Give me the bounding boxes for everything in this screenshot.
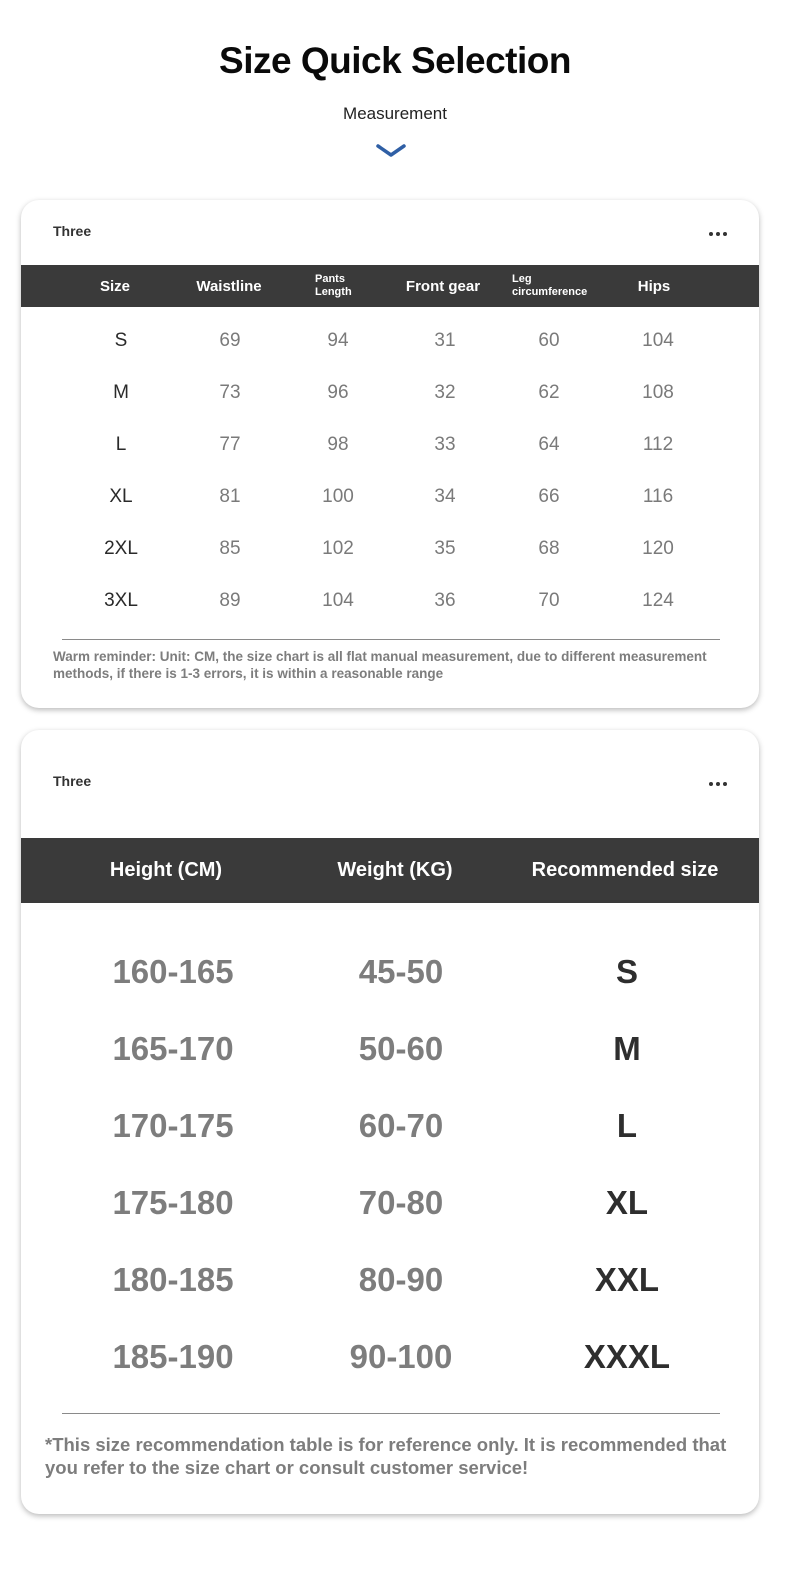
cell-pants-length: 98: [327, 434, 349, 455]
cell-size: XL: [109, 486, 133, 507]
cell-pants-length: 94: [327, 330, 349, 351]
cell-waistline: 69: [219, 330, 241, 351]
cell-leg-circumference: 60: [538, 330, 560, 351]
divider: [62, 1413, 720, 1414]
cell-hips: 120: [642, 538, 674, 559]
cell-height: 170-175: [112, 1107, 234, 1144]
cell-waistline: 73: [219, 382, 241, 403]
column-header-front-gear: Front gear: [405, 277, 481, 295]
cell-leg-circumference: 64: [538, 434, 560, 455]
size-chart-header: [21, 265, 759, 307]
cell-front-gear: 34: [434, 486, 456, 507]
recommendation-header: [21, 838, 759, 903]
page-title: Size Quick Selection: [219, 40, 571, 81]
cell-weight: 60-70: [358, 1107, 444, 1144]
cell-hips: 112: [642, 434, 674, 455]
card-label: Three: [53, 223, 92, 239]
column-header-pants-length: Pants Length: [315, 273, 352, 298]
cell-weight: 50-60: [358, 1030, 444, 1067]
cell-height: 175-180: [112, 1184, 234, 1221]
cell-leg-circumference: 62: [538, 382, 560, 403]
chevron-down-icon: [376, 143, 406, 159]
warm-reminder-note: Warm reminder: Unit: CM, the size chart is all flat manual measurement, due to different measurement methods, if there is 1-3 errors, it is within a reasonable range: [53, 649, 707, 681]
cell-leg-circumference: 70: [538, 590, 560, 611]
cell-weight: 45-50: [358, 953, 444, 990]
cell-height: 165-170: [112, 1030, 234, 1067]
column-header-waistline: Waistline: [196, 277, 262, 295]
cell-recommended-size: S: [615, 953, 638, 990]
cell-recommended-size: XL: [605, 1184, 649, 1221]
cell-height: 180-185: [112, 1261, 234, 1298]
size-chart-card: [21, 200, 759, 708]
cell-pants-length: 102: [322, 538, 354, 559]
cell-waistline: 85: [219, 538, 241, 559]
cell-recommended-size: L: [616, 1107, 638, 1144]
recommendation-note: *This size recommendation table is for reference only. It is recommended that you refer to the size chart or consult customer service!: [45, 1434, 727, 1478]
cell-waistline: 77: [219, 434, 241, 455]
cell-leg-circumference: 66: [538, 486, 560, 507]
cell-weight: 80-90: [358, 1261, 444, 1298]
cell-pants-length: 104: [322, 590, 354, 611]
page-subtitle: Measurement: [343, 104, 447, 123]
cell-front-gear: 32: [434, 382, 456, 403]
cell-recommended-size: XXL: [594, 1261, 660, 1298]
cell-pants-length: 100: [322, 486, 354, 507]
cell-recommended-size: XXXL: [583, 1338, 671, 1375]
cell-front-gear: 35: [434, 538, 456, 559]
cell-size: L: [115, 434, 127, 455]
cell-hips: 104: [642, 330, 674, 351]
cell-size: S: [114, 330, 128, 351]
column-header-hips: Hips: [637, 277, 671, 295]
cell-size: 2XL: [104, 538, 138, 559]
more-options-icon[interactable]: [709, 782, 727, 786]
column-header-leg-circumference: Leg circumference: [512, 273, 588, 298]
card-label: Three: [53, 773, 92, 789]
cell-leg-circumference: 68: [538, 538, 560, 559]
cell-recommended-size: M: [613, 1030, 641, 1067]
column-header-height: Height (CM): [109, 859, 223, 881]
cell-height: 160-165: [112, 953, 234, 990]
cell-hips: 108: [642, 382, 674, 403]
cell-front-gear: 36: [434, 590, 456, 611]
cell-pants-length: 96: [327, 382, 349, 403]
column-header-recommended-size: Recommended size: [531, 859, 719, 881]
recommendation-card: [21, 730, 759, 1514]
cell-weight: 70-80: [358, 1184, 444, 1221]
divider: [62, 639, 720, 640]
column-header-size: Size: [99, 277, 130, 295]
cell-waistline: 89: [219, 590, 241, 611]
more-options-icon[interactable]: [709, 232, 727, 236]
cell-front-gear: 33: [434, 434, 456, 455]
cell-size: M: [113, 382, 129, 403]
cell-size: 3XL: [104, 590, 138, 611]
cell-height: 185-190: [112, 1338, 234, 1375]
cell-waistline: 81: [219, 486, 241, 507]
cell-hips: 124: [642, 590, 674, 611]
cell-front-gear: 31: [434, 330, 456, 351]
column-header-weight: Weight (KG): [337, 859, 453, 881]
cell-weight: 90-100: [349, 1338, 453, 1375]
cell-hips: 116: [642, 486, 674, 507]
